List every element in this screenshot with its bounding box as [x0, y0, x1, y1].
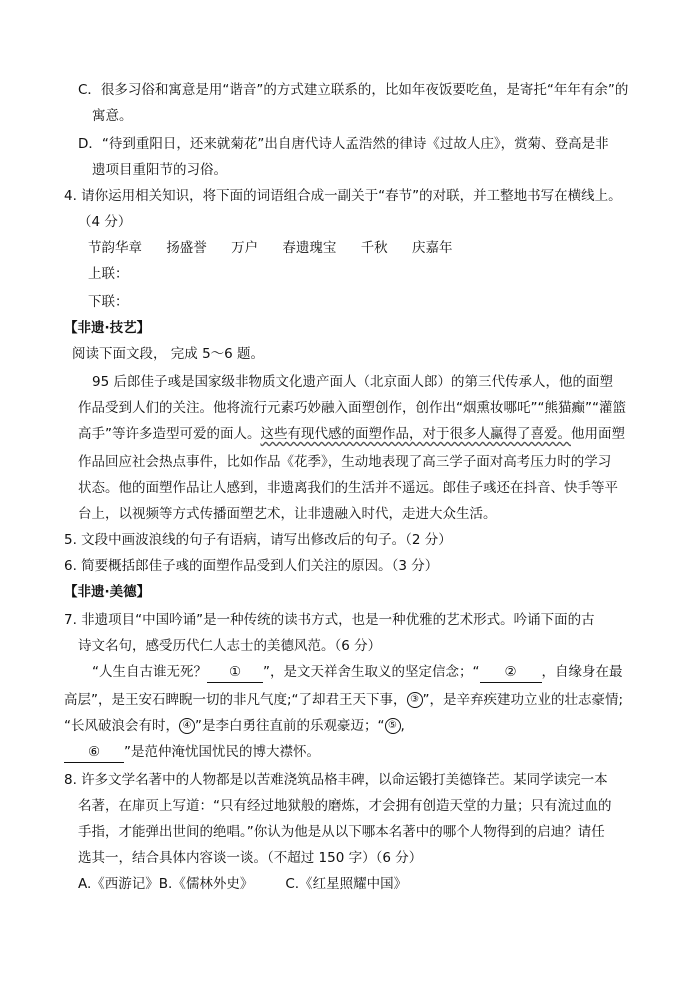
passage-line: 作品回应社会热点事件，比如作品《花季》，生动地表现了高三学子面对高考压力时的学习: [78, 454, 612, 470]
passage-line: 台上，以视频等方式传播面塑艺术，让非遗融入时代，走进大众生活。: [78, 506, 497, 522]
question-7-line1: 7. 非遗项目“中国吟诵”是一种传统的读书方式，也是一种优雅的艺术形式。吟诵下面的古: [64, 612, 595, 628]
poem-text: ”，是文天祥舍生取义的坚定信念；“: [263, 664, 480, 680]
option-b: B.《儒林外史》: [158, 876, 254, 892]
poem-text: “长风破浪会有时，: [64, 718, 179, 734]
poem-fill-line: [64, 716, 405, 736]
answer-blank[interactable]: ⑤: [385, 718, 401, 734]
question-5: 5. 文段中画波浪线的句子有语病，请写出修改后的句子。（2 分）: [64, 532, 452, 548]
word-item: 春遗瑰宝: [282, 240, 337, 256]
poem-text: ”是范仲淹忧国忧民的博大襟怀。: [124, 744, 320, 760]
poem-text: ”是李白勇往直前的乐观豪迈；“: [195, 718, 385, 734]
passage-text: 他用面塑: [571, 426, 625, 442]
section-title-virtue: 【非遗·美德】: [64, 584, 151, 600]
word-item: 扬盛誉: [166, 240, 207, 256]
question-4-words: [88, 238, 472, 258]
answer-blank[interactable]: ③: [407, 692, 423, 708]
poem-text: ，自缘身在最: [541, 664, 623, 680]
poem-text: ,: [400, 718, 405, 734]
poem-fill-line: [92, 662, 623, 683]
passage-line: 状态。他的面塑作品让人感到，非遗离我们的生活并不遥远。郎佳子彧还在抖音、快手等平: [78, 480, 618, 496]
question-4-points: （4 分）: [78, 214, 132, 230]
option-c: C.《红星照耀中国》: [285, 876, 408, 892]
poem-text: 高层”，是王安石睥睨一切的非凡气度;“了却君王天下事，: [64, 692, 407, 708]
reading-instruction: 阅读下面文段， 完成 5～6 题。: [72, 346, 265, 362]
section-title-skill: 【非遗·技艺】: [64, 320, 151, 336]
answer-blank[interactable]: ④: [179, 718, 195, 734]
lower-couplet-label: 下联：: [88, 294, 129, 310]
question-8-line: 8. 许多文学名著中的人物都是以苦难浇筑品格丰碑，以命运锻打美德锋芒。某同学读完一本: [64, 772, 608, 788]
question-8-line: 名著，在扉页上写道：“只有经过地狱般的磨炼，才会拥有创造天堂的力量；只有流过血的: [78, 798, 612, 814]
answer-blank[interactable]: ⑥: [64, 742, 124, 763]
question-8-line: 手指，才能弹出世间的绝唱。”你认为他是从以下哪本名著中的哪个人物得到的启迪？请任: [78, 824, 605, 840]
wavy-sentence: 这些有现代感的面塑作品，对于很多人赢得了喜爱。: [260, 426, 571, 442]
passage-line: 95 后郎佳子彧是国家级非物质文化遗产面人（北京面人郎）的第三代传承人，他的面塑: [92, 374, 613, 390]
answer-blank[interactable]: ②: [480, 662, 542, 683]
passage-text: 高手”等许多造型可爱的面人。: [78, 426, 261, 442]
option-a: A.《西游记》: [78, 876, 159, 892]
poem-text: ”，是辛弃疾建功立业的壮志豪情;: [422, 692, 624, 708]
answer-blank[interactable]: ①: [207, 662, 263, 683]
question-7-line2: 诗文名句，感受历代仁人志士的美德风范。（6 分）: [78, 638, 382, 654]
poem-fill-line: [64, 742, 320, 763]
option-d-line2: 遗项目重阳节的习俗。: [92, 162, 227, 178]
word-item: 庆嘉年: [411, 240, 453, 256]
question-4-line1: 4. 请你运用相关知识，将下面的词语组合成一副关于“春节”的对联，并工整地书写在横线上。: [64, 188, 622, 204]
poem-fill-line: [64, 690, 623, 710]
option-c-line2: 寓意。: [92, 108, 133, 124]
passage-line: 作品受到人们的关注。他将流行元素巧妙融入面塑创作，创作出“烟熏妆哪吒”“熊猫癫”“灌篮: [78, 400, 626, 416]
upper-couplet-label: 上联：: [88, 266, 129, 282]
word-item: 节韵华章: [88, 240, 142, 256]
poem-text: “人生自古谁无死？: [92, 664, 207, 680]
option-d-line1: D．“待到重阳日，还来就菊花”出自唐代诗人孟浩然的律诗《过故人庄》，赏菊、登高是非: [78, 136, 609, 152]
question-8-options: [78, 874, 407, 894]
question-6: 6. 简要概括郎佳子彧的面塑作品受到人们关注的原因。（3 分）: [64, 558, 439, 574]
passage-line: [78, 424, 625, 444]
word-item: 万户: [231, 240, 259, 256]
option-c-line1: C．很多习俗和寓意是用“谐音”的方式建立联系的，比如年夜饭要吃鱼，是寄托“年年有余”的: [78, 82, 629, 98]
question-8-line: 选其一，结合具体内容谈一谈。（不超过 150 字）（6 分）: [78, 850, 423, 866]
word-item: 千秋: [360, 240, 388, 256]
